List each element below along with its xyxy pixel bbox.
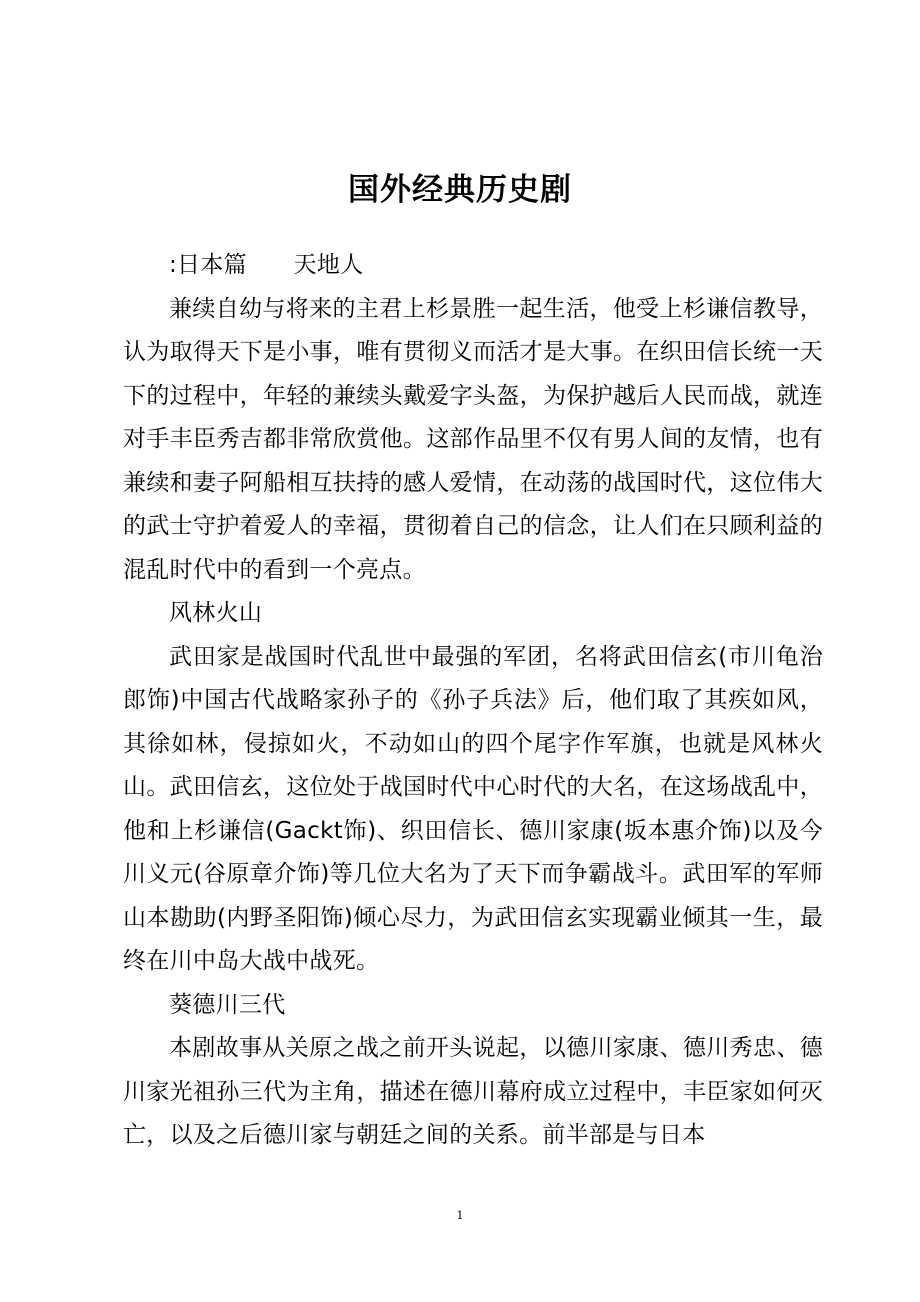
page-number: 1 (456, 1209, 464, 1222)
paragraph-heading-fulinhuoshan: 风林火山 (169, 600, 263, 626)
paragraph-heading-kuidechuan: 葵德川三代 (169, 991, 286, 1018)
document-title: 国外经典历史剧 (348, 172, 572, 208)
paragraph-kuidechuan-summary: 本剧故事从关原之战之前开头说起，以德川家康、德川秀忠、德川家光祖孙三代为主角，描述在德川幕府成立过程中，丰臣家如何灭亡，以及之后德川家与朝廷之间的关系。前半部是与日本 (123, 1035, 823, 1148)
document-body (123, 244, 823, 1158)
paragraph-tianrendi-summary: 兼续自幼与将来的主君上杉景胜一起生活，他受上杉谦信教导，认为取得天下是小事，唯有贯彻义而活才是大事。在织田信长统一天下的过程中，年轻的兼续头戴爱字头盔，为保护越后人民而战，就连对手丰臣秀吉都非常欣赏他。这部作品里不仅有男人间的友情，也有兼续和妻子阿船相互扶持的感人爱情，在动荡的战国时代，这位伟大的武士守护着爱人的幸福，贯彻着自己的信念，让人们在只顾利益的混乱时代中的看到一个亮点。 (123, 295, 823, 583)
paragraph-fulinhuoshan-summary: 武田家是战国时代乱世中最强的军团，名将武田信玄(市川龟治郎饰)中国古代战略家孙子的《孙子兵法》后，他们取了其疾如风，其徐如林，侵掠如火，不动如山的四个尾字作军旗，也就是风林火山。武田信玄，这位处于战国时代中心时代的大名，在这场战乱中，他和上杉谦信(Gackt饰)、织田信长、德川家康(坂本惠介饰)以及今川义元(谷原章介饰)等几位大名为了天下而争霸战斗。武田军的军师山本勘助(内野圣阳饰)倾心尽力，为武田信玄实现霸业倾其一生，最终在川中岛大战中战死。 (123, 643, 823, 974)
paragraph-section-heading-japan: :日本篇 天地人 (169, 252, 364, 278)
